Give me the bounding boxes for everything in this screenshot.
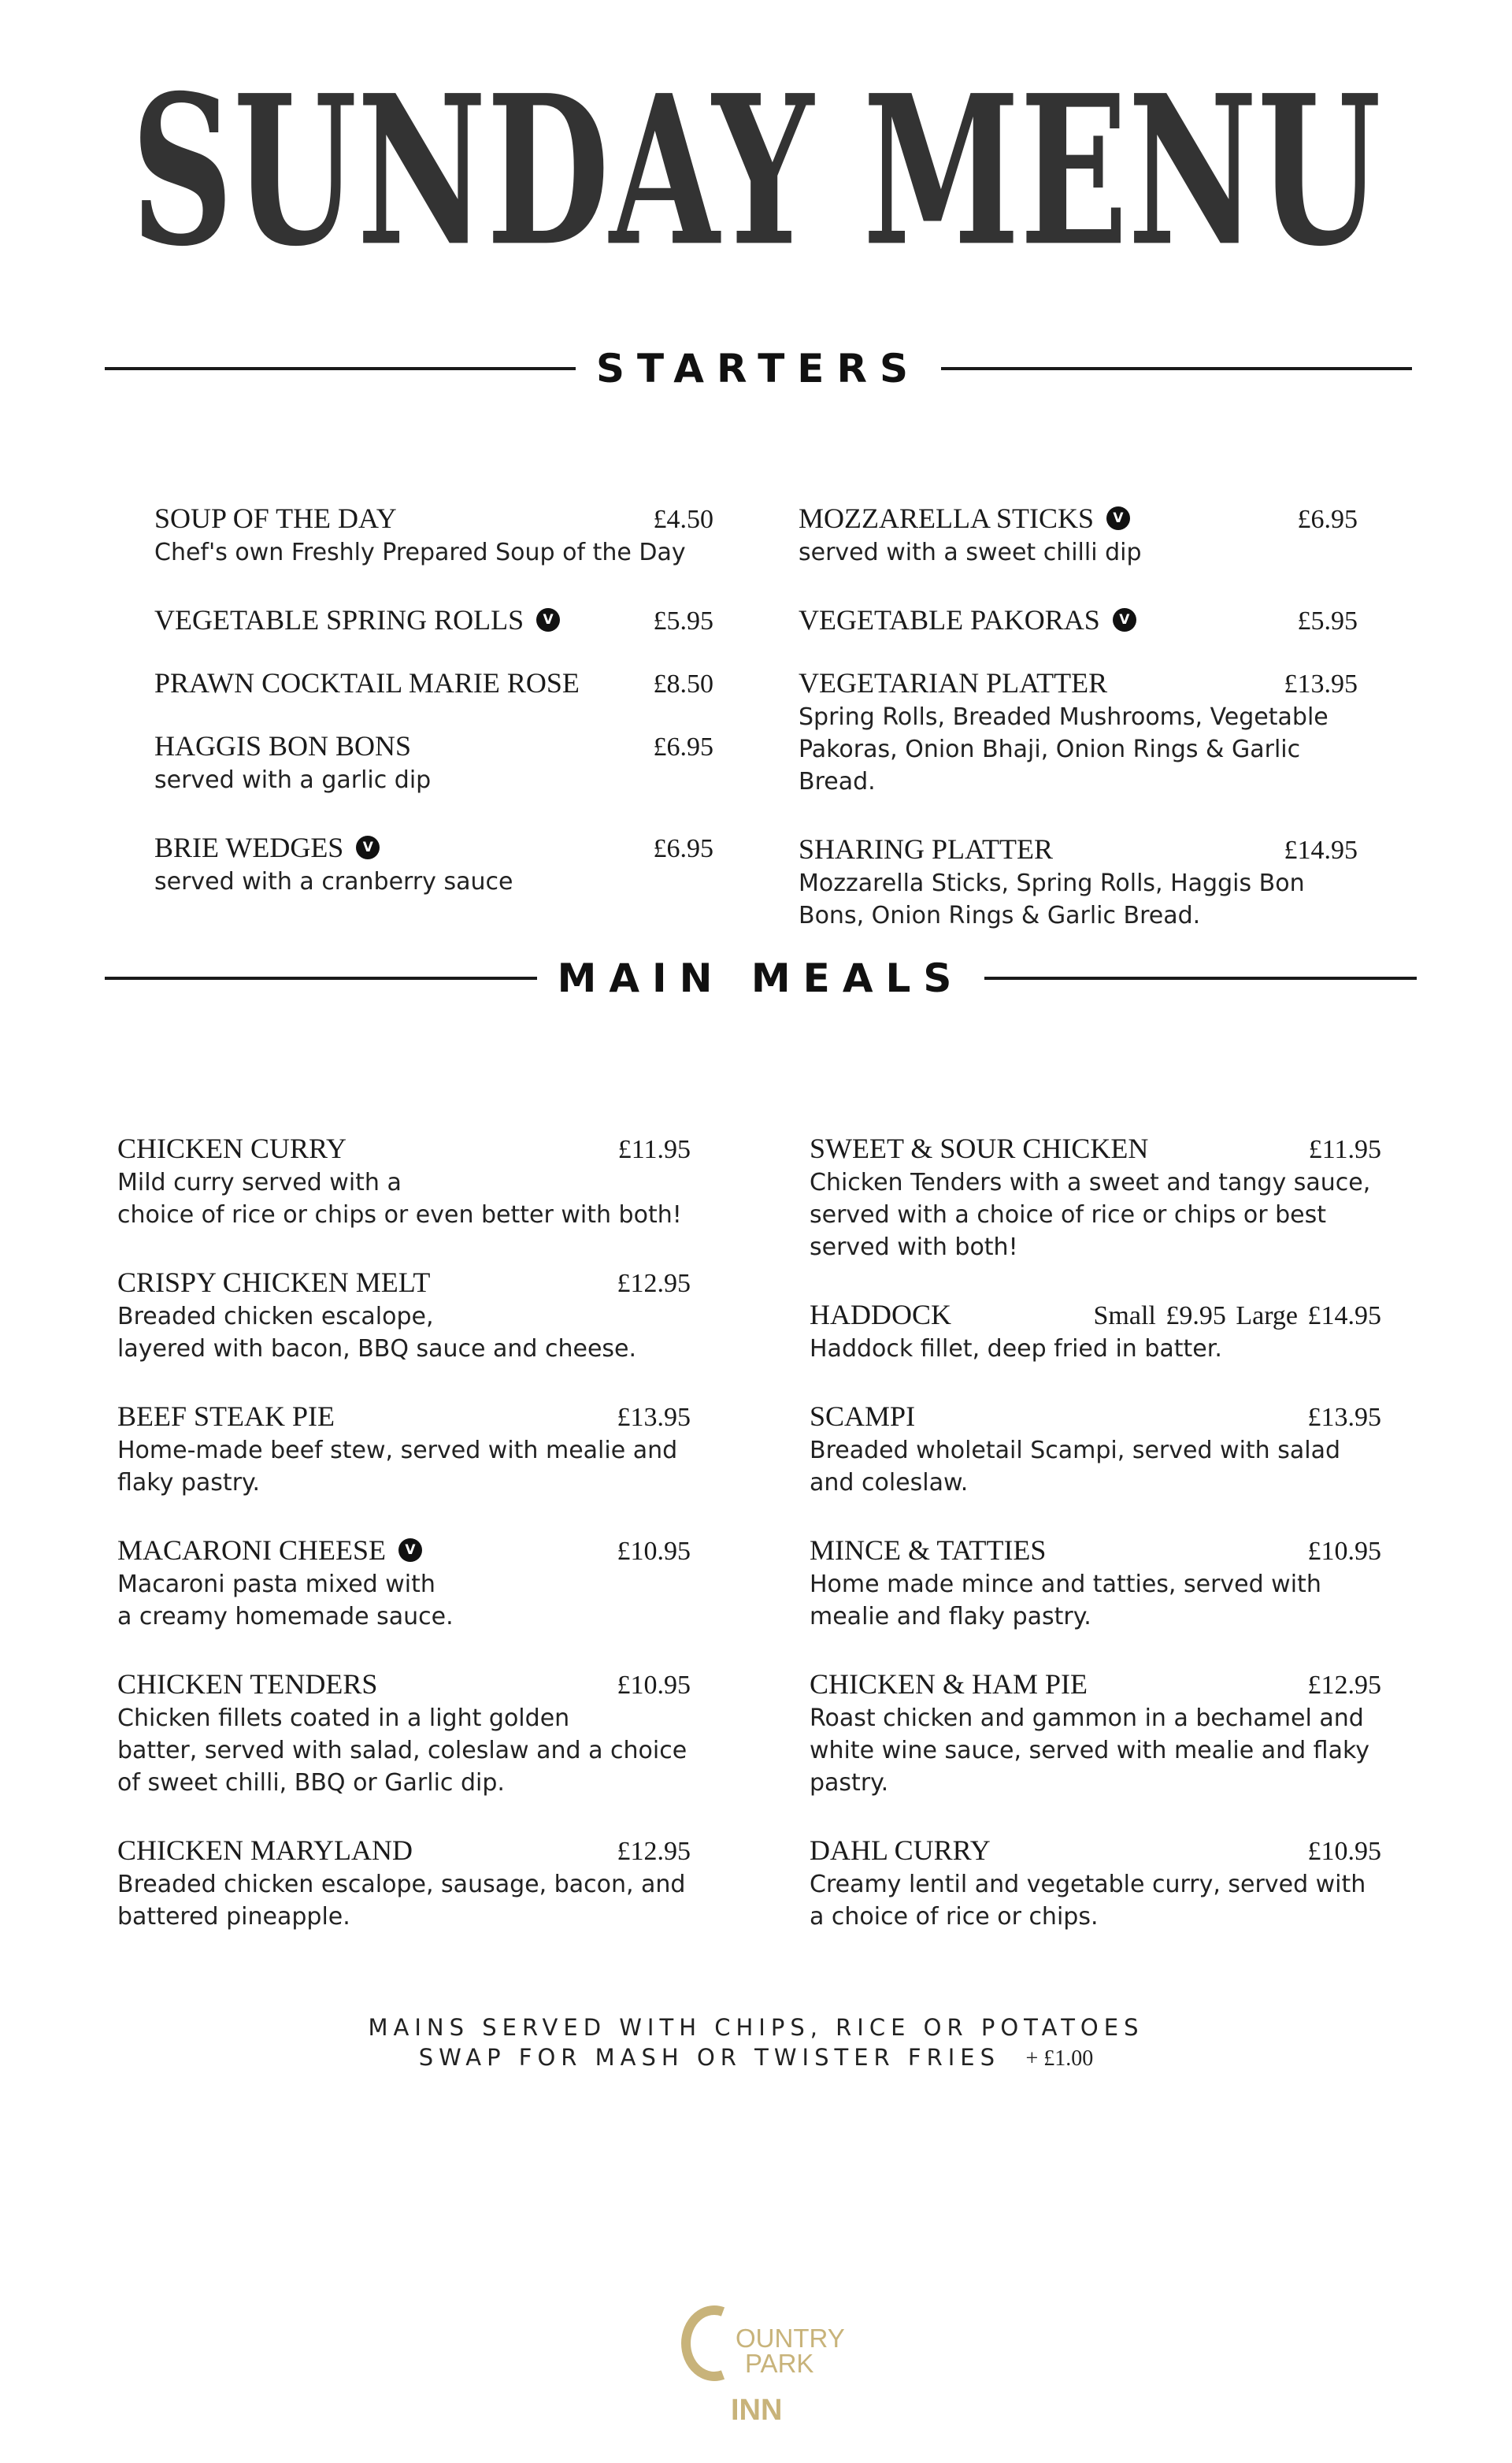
menu-item-row [799,666,1358,699]
menu-item-description: Breaded chicken escalope, layered with bacon, BBQ sauce and cheese. [117,1303,637,1363]
main-meals-heading [105,955,1417,1002]
menu-item-price: £6.95 [1297,505,1358,534]
menu-item-description: served with a garlic dip [154,766,432,794]
menu-item-description: Breaded wholetail Scampi, served with salad and coleslaw. [810,1437,1340,1497]
divider [105,977,537,980]
menu-item-description: Creamy lentil and vegetable curry, served with a choice of rice or chips. [810,1871,1366,1931]
logo-c-mark [686,2310,723,2376]
menu-item [799,833,1358,932]
vegetarian-icon: V [398,1538,422,1562]
menu-item [810,1132,1381,1263]
starters-right-column [799,502,1358,966]
menu-item-name-text: SHARING PLATTER [799,833,1054,865]
menu-item-price: £13.95 [1307,1403,1381,1432]
menu-item [799,502,1358,569]
menu-item-row [799,603,1358,636]
menu-item-description: Roast chicken and gammon in a bechamel and white wine sauce, served with mealie and flaky pastry. [810,1704,1370,1797]
country-park-inn-logo [677,2288,850,2438]
menu-item-row [154,666,713,699]
menu-item-name [117,1400,335,1433]
menu-item-name [810,1534,1046,1567]
menu-item-name [154,603,560,636]
menu-item [154,666,713,699]
menu-item-description: Home-made beef stew, served with mealie and flaky pastry. [117,1437,678,1497]
menu-item [810,1534,1381,1633]
menu-item-name-text: BRIE WEDGES [154,832,344,863]
menu-item-name [810,1400,915,1433]
divider [105,367,576,370]
menu-item [117,1132,691,1231]
menu-item [799,603,1358,636]
menu-item-row [810,1534,1381,1567]
menu-item-price: £5.95 [653,606,713,636]
menu-item-price: £10.95 [617,1671,691,1700]
menu-item-name-text: CHICKEN TENDERS [117,1668,378,1700]
footer-line-2 [0,2042,1512,2074]
menu-item-name-text: MOZZARELLA STICKS [799,503,1095,534]
vegetarian-icon: V [536,608,560,632]
menu-item-row [117,1400,691,1433]
menu-item-price: £6.95 [653,733,713,762]
menu-item-name [117,1834,413,1867]
menu-item-description: Chef's own Freshly Prepared Soup of the Day [154,539,686,566]
menu-item-name [810,1298,951,1331]
menu-item [117,1667,691,1799]
menu-item [154,603,713,636]
starters-heading-label: STARTERS [596,346,921,391]
menu-item-price: £11.95 [617,1135,691,1164]
menu-item [117,1534,691,1633]
menu-item-row [810,1834,1381,1867]
menu-item-row [154,603,713,636]
menu-item-name-text: HADDOCK [810,1299,951,1330]
menu-item [810,1400,1381,1499]
menu-item-row [810,1132,1381,1165]
menu-item-price: £4.50 [653,505,713,534]
menu-item-description: Haddock fillet, deep fried in batter. [810,1335,1222,1363]
vegetarian-icon: V [1113,608,1136,632]
menu-item-name [117,1266,430,1299]
menu-item-price: £13.95 [617,1403,691,1432]
menu-item-price: £10.95 [1307,1537,1381,1566]
menu-item-name-text: CHICKEN MARYLAND [117,1834,413,1866]
menu-item-price: £12.95 [617,1837,691,1866]
menu-item-row [810,1400,1381,1433]
menu-item-price: £11.95 [1308,1135,1381,1164]
menu-item-price: £6.95 [653,834,713,863]
menu-item-price: £12.95 [1307,1671,1381,1700]
logo-word-park: PARK [745,2349,814,2378]
starters-left-column [154,502,713,933]
menu-item-description: Mozzarella Sticks, Spring Rolls, Haggis Bon Bons, Onion Rings & Garlic Bread. [799,870,1305,929]
menu-item-name-text: SCAMPI [810,1400,916,1432]
page-title: SUNDAY MENU [131,50,1381,292]
menu-item-row [810,1298,1381,1331]
footer-line-2-price: + £1.00 [1025,2046,1094,2071]
menu-item [799,666,1358,798]
menu-item-price: £14.95 [1284,836,1358,865]
menu-item [117,1834,691,1933]
menu-item-row [117,1834,691,1867]
menu-item-description: Macaroni pasta mixed with a creamy homemade sauce. [117,1571,454,1630]
menu-item-price: £10.95 [1307,1837,1381,1866]
mains-left-column [117,1132,691,1968]
menu-item-description: Spring Rolls, Breaded Mushrooms, Vegetable Pakoras, Onion Bhaji, Onion Rings & Garlic Bread. [799,703,1329,796]
menu-item-name [810,1667,1088,1701]
menu-item-name-text: BEEF STEAK PIE [117,1400,335,1432]
menu-item-description: Mild curry served with a choice of rice or chips or even better with both! [117,1169,682,1229]
menu-item [154,831,713,898]
menu-item [117,1266,691,1365]
menu-item-name-text: DAHL CURRY [810,1834,991,1866]
menu-item-name-text: HAGGIS BON BONS [154,730,412,762]
divider [984,977,1417,980]
menu-item-name-text: CRISPY CHICKEN MELT [117,1267,431,1298]
menu-item-price: £10.95 [617,1537,691,1566]
vegetarian-icon: V [356,836,380,859]
menu-item-name [799,603,1136,636]
menu-item-name-text: CHICKEN & HAM PIE [810,1668,1088,1700]
menu-item-row [117,1132,691,1165]
menu-item [810,1834,1381,1933]
footer-notes [0,2012,1512,2074]
logo-word-country: OUNTRY [736,2324,845,2353]
menu-item-name [154,831,380,864]
menu-item [154,502,713,569]
menu-item-row [810,1667,1381,1701]
menu-item-name-text: SWEET & SOUR CHICKEN [810,1133,1149,1164]
starters-heading [105,345,1412,392]
menu-item-name-text: SOUP OF THE DAY [154,503,397,534]
menu-item [154,729,713,796]
menu-item-row [117,1667,691,1701]
mains-right-column [810,1132,1381,1968]
menu-item-name [154,502,397,535]
menu-item-name-text: VEGETABLE SPRING ROLLS [154,604,524,636]
menu-item-name [117,1667,377,1701]
logo-word-inn: INN [731,2394,783,2427]
menu-item-name [117,1132,346,1165]
menu-item-row [154,831,713,864]
footer-line-1: MAINS SERVED WITH CHIPS, RICE OR POTATOES [368,2014,1144,2041]
menu-item-price: £8.50 [653,670,713,699]
menu-item-name-text: VEGETARIAN PLATTER [799,667,1108,699]
menu-item-price: £5.95 [1297,606,1358,636]
menu-item-name-text: MACARONI CHEESE [117,1534,387,1566]
menu-item-description: Home made mince and tatties, served with mealie and flaky pastry. [810,1571,1321,1630]
menu-item-name-text: VEGETABLE PAKORAS [799,604,1100,636]
menu-item [810,1298,1381,1365]
menu-item-name [799,833,1053,866]
footer-line-2-text: SWAP FOR MASH OR TWISTER FRIES [418,2044,1001,2071]
menu-item-description: Chicken fillets coated in a light golden batter, served with salad, coleslaw and a choice of sweet chilli, BBQ or Garlic dip. [117,1704,687,1797]
menu-item-name-text: MINCE & TATTIES [810,1534,1047,1566]
menu-item-description: served with a cranberry sauce [154,868,513,896]
main-meals-heading-label: MAIN MEALS [557,955,965,1001]
menu-item-row [154,729,713,762]
menu-item-name-text: CHICKEN CURRY [117,1133,347,1164]
menu-item-description: Breaded chicken escalope, sausage, bacon, and battered pineapple. [117,1871,686,1931]
menu-item [810,1667,1381,1799]
menu-item-description: served with a sweet chilli dip [799,539,1142,566]
menu-item-row [117,1266,691,1299]
menu-item-name [154,666,580,699]
menu-item-row [799,833,1358,866]
vegetarian-icon: V [1106,506,1130,530]
menu-item-price: £12.95 [617,1269,691,1298]
menu-item-row [117,1534,691,1567]
menu-item-name [154,729,411,762]
menu-item-name-text: PRAWN COCKTAIL MARIE ROSE [154,667,580,699]
menu-item-row [154,502,713,535]
menu-item-row [799,502,1358,535]
menu-item [117,1400,691,1499]
menu-item-price: Small £9.95 Large £14.95 [1093,1301,1381,1330]
divider [941,367,1412,370]
menu-item-description: Chicken Tenders with a sweet and tangy sauce, served with a choice of rice or chips or best served with both! [810,1169,1371,1261]
menu-item-name [799,502,1130,535]
menu-item-name [810,1132,1148,1165]
menu-item-name [810,1834,991,1867]
menu-item-price: £13.95 [1284,670,1358,699]
menu-item-name [799,666,1107,699]
menu-item-name [117,1534,422,1567]
